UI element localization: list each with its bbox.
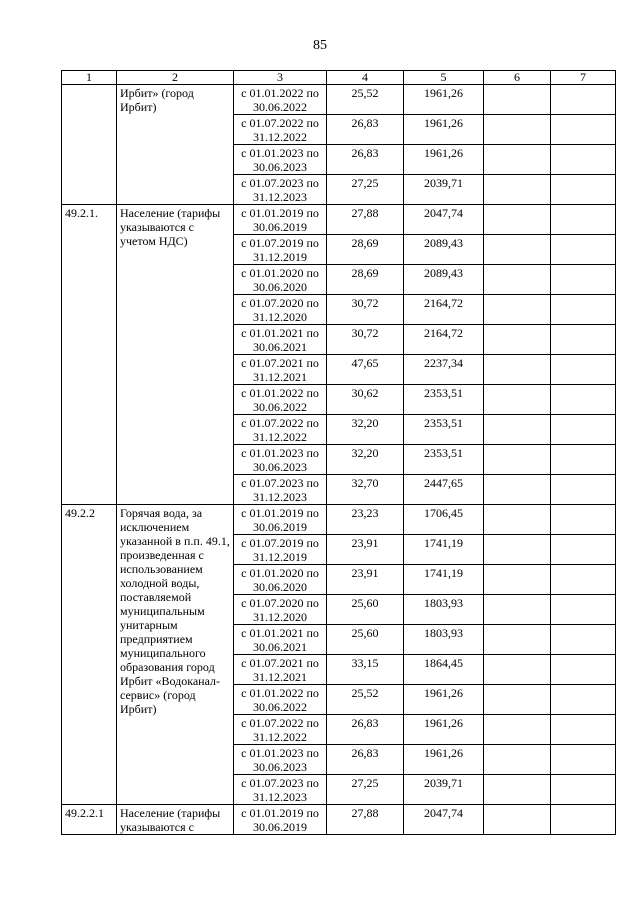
value-col4: 28,69 — [327, 265, 404, 295]
value-col7 — [551, 115, 616, 145]
period-end: 31.12.2023 — [253, 490, 307, 504]
table-row — [62, 505, 616, 535]
value-col7 — [551, 295, 616, 325]
period-start: с 01.07.2023 по — [241, 176, 319, 190]
value-col5: 1706,45 — [404, 505, 484, 535]
period-start: с 01.01.2021 по — [241, 626, 319, 640]
item-number: 49.2.1. — [62, 205, 117, 505]
value-col7 — [551, 85, 616, 115]
period-end: 30.06.2022 — [253, 100, 307, 114]
value-col6 — [484, 535, 551, 565]
value-col5: 1741,19 — [404, 535, 484, 565]
value-col4: 23,91 — [327, 535, 404, 565]
value-col7 — [551, 625, 616, 655]
value-col7 — [551, 775, 616, 805]
value-col5: 2047,74 — [404, 805, 484, 835]
value-col6 — [484, 265, 551, 295]
period-end: 31.12.2023 — [253, 190, 307, 204]
period-end: 31.12.2019 — [253, 550, 307, 564]
value-col4: 25,60 — [327, 625, 404, 655]
period-cell — [234, 175, 327, 205]
table-row — [62, 205, 616, 235]
item-description: Ирбит» (город Ирбит) — [117, 85, 234, 205]
table-row — [62, 85, 616, 115]
period-cell — [234, 325, 327, 355]
column-header: 3 — [234, 71, 327, 85]
value-col6 — [484, 775, 551, 805]
value-col6 — [484, 325, 551, 355]
period-end: 31.12.2023 — [253, 790, 307, 804]
period-end: 31.12.2021 — [253, 670, 307, 684]
value-col6 — [484, 625, 551, 655]
period-cell — [234, 565, 327, 595]
value-col5: 2039,71 — [404, 775, 484, 805]
value-col6 — [484, 805, 551, 835]
period-cell — [234, 625, 327, 655]
period-end: 31.12.2022 — [253, 430, 307, 444]
value-col4: 23,23 — [327, 505, 404, 535]
period-cell — [234, 595, 327, 625]
value-col5: 2447,65 — [404, 475, 484, 505]
value-col5: 2089,43 — [404, 235, 484, 265]
value-col6 — [484, 295, 551, 325]
value-col4: 27,88 — [327, 805, 404, 835]
value-col4: 25,52 — [327, 85, 404, 115]
period-start: с 01.01.2023 по — [241, 146, 319, 160]
period-start: с 01.01.2022 по — [241, 86, 319, 100]
item-number — [62, 85, 117, 205]
value-col5: 2164,72 — [404, 295, 484, 325]
value-col7 — [551, 475, 616, 505]
period-start: с 01.01.2019 по — [241, 206, 319, 220]
value-col5: 2164,72 — [404, 325, 484, 355]
period-end: 31.12.2020 — [253, 310, 307, 324]
period-start: с 01.01.2019 по — [241, 506, 319, 520]
value-col5: 1803,93 — [404, 595, 484, 625]
period-cell — [234, 655, 327, 685]
period-cell — [234, 145, 327, 175]
value-col4: 30,62 — [327, 385, 404, 415]
period-start: с 01.01.2021 по — [241, 326, 319, 340]
column-header: 4 — [327, 71, 404, 85]
value-col4: 33,15 — [327, 655, 404, 685]
period-start: с 01.07.2019 по — [241, 536, 319, 550]
column-header: 6 — [484, 71, 551, 85]
page-number: 85 — [313, 38, 327, 53]
period-start: с 01.01.2020 по — [241, 266, 319, 280]
value-col7 — [551, 745, 616, 775]
value-col7 — [551, 715, 616, 745]
period-end: 30.06.2023 — [253, 160, 307, 174]
period-end: 31.12.2022 — [253, 730, 307, 744]
value-col7 — [551, 535, 616, 565]
value-col5: 1864,45 — [404, 655, 484, 685]
item-description: Горячая вода, за исключением указанной в п.п. 49.1, произведенная с использованием холодной воды, поставляемой муниципальным унитарным предприятием муниципального образования город Ирбит «Водоканал-сервис» (город Ирбит) — [117, 505, 234, 805]
value-col6 — [484, 115, 551, 145]
period-end: 30.06.2021 — [253, 340, 307, 354]
period-end: 30.06.2022 — [253, 400, 307, 414]
period-end: 30.06.2019 — [253, 820, 307, 834]
period-cell — [234, 385, 327, 415]
period-cell — [234, 445, 327, 475]
value-col6 — [484, 175, 551, 205]
period-end: 31.12.2022 — [253, 130, 307, 144]
period-end: 30.06.2020 — [253, 580, 307, 594]
value-col4: 25,60 — [327, 595, 404, 625]
table-row — [62, 805, 616, 835]
value-col4: 32,70 — [327, 475, 404, 505]
period-start: с 01.01.2022 по — [241, 386, 319, 400]
item-description: Население (тарифы указываются с — [117, 805, 234, 835]
period-cell — [234, 415, 327, 445]
period-cell — [234, 775, 327, 805]
period-start: с 01.01.2020 по — [241, 566, 319, 580]
value-col4: 26,83 — [327, 145, 404, 175]
period-end: 31.12.2020 — [253, 610, 307, 624]
value-col6 — [484, 715, 551, 745]
value-col5: 2047,74 — [404, 205, 484, 235]
period-cell — [234, 505, 327, 535]
value-col7 — [551, 175, 616, 205]
period-cell — [234, 355, 327, 385]
value-col7 — [551, 355, 616, 385]
value-col6 — [484, 565, 551, 595]
period-start: с 01.01.2023 по — [241, 746, 319, 760]
value-col7 — [551, 565, 616, 595]
header-row — [62, 71, 616, 85]
value-col4: 26,83 — [327, 745, 404, 775]
period-start: с 01.07.2022 по — [241, 116, 319, 130]
period-cell — [234, 745, 327, 775]
value-col4: 32,20 — [327, 415, 404, 445]
period-start: с 01.07.2022 по — [241, 416, 319, 430]
period-start: с 01.07.2023 по — [241, 476, 319, 490]
table-body — [62, 85, 616, 835]
period-end: 30.06.2019 — [253, 520, 307, 534]
period-start: с 01.07.2022 по — [241, 716, 319, 730]
period-cell — [234, 535, 327, 565]
value-col7 — [551, 235, 616, 265]
value-col5: 2237,34 — [404, 355, 484, 385]
column-header: 1 — [62, 71, 117, 85]
value-col6 — [484, 475, 551, 505]
value-col4: 27,25 — [327, 175, 404, 205]
period-start: с 01.01.2019 по — [241, 806, 319, 820]
value-col7 — [551, 145, 616, 175]
period-cell — [234, 235, 327, 265]
value-col6 — [484, 235, 551, 265]
value-col5: 2353,51 — [404, 445, 484, 475]
period-cell — [234, 685, 327, 715]
period-start: с 01.07.2021 по — [241, 656, 319, 670]
value-col6 — [484, 205, 551, 235]
value-col4: 26,83 — [327, 115, 404, 145]
value-col6 — [484, 415, 551, 445]
period-cell — [234, 115, 327, 145]
value-col7 — [551, 445, 616, 475]
value-col7 — [551, 655, 616, 685]
item-description: Население (тарифы указываются с учетом НДС) — [117, 205, 234, 505]
value-col4: 30,72 — [327, 295, 404, 325]
value-col4: 26,83 — [327, 715, 404, 745]
value-col4: 23,91 — [327, 565, 404, 595]
period-start: с 01.07.2019 по — [241, 236, 319, 250]
period-end: 30.06.2023 — [253, 760, 307, 774]
period-end: 30.06.2022 — [253, 700, 307, 714]
value-col4: 27,88 — [327, 205, 404, 235]
value-col5: 1961,26 — [404, 145, 484, 175]
value-col7 — [551, 205, 616, 235]
period-cell — [234, 265, 327, 295]
value-col6 — [484, 385, 551, 415]
period-end: 31.12.2019 — [253, 250, 307, 264]
column-header: 2 — [117, 71, 234, 85]
period-start: с 01.07.2020 по — [241, 596, 319, 610]
value-col7 — [551, 385, 616, 415]
value-col7 — [551, 415, 616, 445]
period-end: 30.06.2021 — [253, 640, 307, 654]
value-col5: 2353,51 — [404, 385, 484, 415]
period-start: с 01.07.2021 по — [241, 356, 319, 370]
value-col4: 28,69 — [327, 235, 404, 265]
value-col5: 1803,93 — [404, 625, 484, 655]
value-col6 — [484, 145, 551, 175]
period-end: 30.06.2023 — [253, 460, 307, 474]
value-col5: 2353,51 — [404, 415, 484, 445]
value-col4: 27,25 — [327, 775, 404, 805]
value-col5: 2039,71 — [404, 175, 484, 205]
item-number: 49.2.2 — [62, 505, 117, 805]
value-col5: 1961,26 — [404, 715, 484, 745]
value-col6 — [484, 595, 551, 625]
value-col5: 1961,26 — [404, 115, 484, 145]
value-col7 — [551, 685, 616, 715]
period-cell — [234, 475, 327, 505]
period-start: с 01.07.2023 по — [241, 776, 319, 790]
period-cell — [234, 85, 327, 115]
value-col7 — [551, 505, 616, 535]
value-col7 — [551, 595, 616, 625]
value-col5: 2089,43 — [404, 265, 484, 295]
value-col6 — [484, 85, 551, 115]
period-cell — [234, 805, 327, 835]
value-col7 — [551, 325, 616, 355]
value-col6 — [484, 745, 551, 775]
item-number: 49.2.2.1 — [62, 805, 117, 835]
period-start: с 01.07.2020 по — [241, 296, 319, 310]
tariff-table — [61, 70, 616, 835]
period-start: с 01.01.2023 по — [241, 446, 319, 460]
value-col4: 47,65 — [327, 355, 404, 385]
column-header: 7 — [551, 71, 616, 85]
value-col5: 1741,19 — [404, 565, 484, 595]
value-col6 — [484, 685, 551, 715]
period-cell — [234, 295, 327, 325]
value-col5: 1961,26 — [404, 685, 484, 715]
period-end: 30.06.2019 — [253, 220, 307, 234]
value-col7 — [551, 265, 616, 295]
period-end: 30.06.2020 — [253, 280, 307, 294]
period-end: 31.12.2021 — [253, 370, 307, 384]
value-col6 — [484, 445, 551, 475]
period-cell — [234, 715, 327, 745]
period-cell — [234, 205, 327, 235]
value-col7 — [551, 805, 616, 835]
value-col5: 1961,26 — [404, 85, 484, 115]
value-col6 — [484, 505, 551, 535]
value-col5: 1961,26 — [404, 745, 484, 775]
value-col4: 25,52 — [327, 685, 404, 715]
period-start: с 01.01.2022 по — [241, 686, 319, 700]
value-col6 — [484, 655, 551, 685]
value-col4: 30,72 — [327, 325, 404, 355]
value-col6 — [484, 355, 551, 385]
column-header: 5 — [404, 71, 484, 85]
value-col4: 32,20 — [327, 445, 404, 475]
